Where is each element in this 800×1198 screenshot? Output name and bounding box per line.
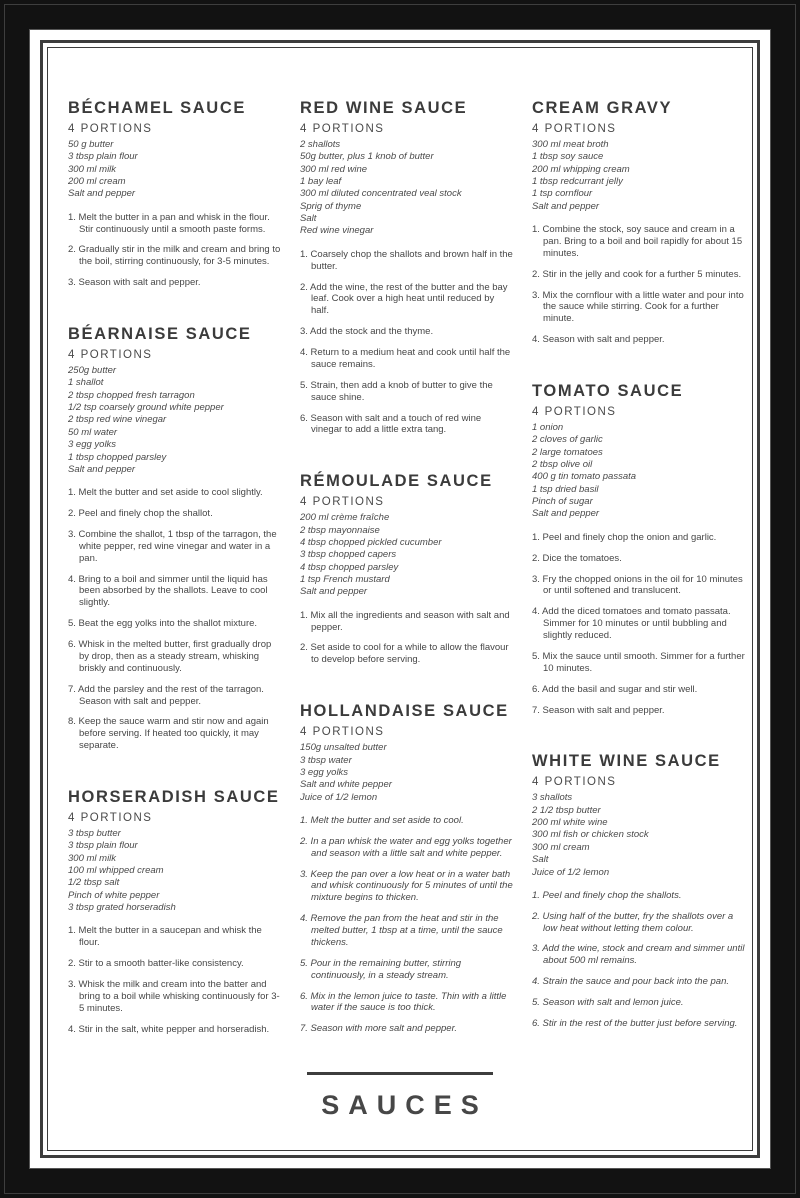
ingredient-line: Salt [532,854,549,866]
step-item: 3. Mix the cornflour with a little water and pour into the sauce while stirring. Cook for a further minute. [532,289,744,325]
ingredient-line: 3 tbsp plain flour [68,840,138,852]
step-item: 3. Whisk the milk and cream into the batter and bring to a boil while whisking continuously for 3-5 minutes. [68,979,280,1014]
ingredient-line: 3 tbsp plain flour [68,151,138,163]
ingredient-line: 3 tbsp chopped capers [300,549,397,561]
ingredient-line: 2 tbsp chopped fresh tarragon [68,389,195,401]
step-item: 3. Season with salt and pepper. [68,277,201,289]
ingredient-line: 1 tbsp chopped parsley [68,451,167,463]
recipe-card [68,99,282,289]
ingredient-line: 3 shallots [532,792,573,804]
ingredient-line: 50 ml water [68,426,118,438]
ingredient-line: Juice of 1/2 lemon [532,866,610,878]
portions-label: 4 PORTIONS [68,812,153,825]
step-item: 4. Season with salt and pepper. [532,334,665,346]
step-item: 4. Bring to a boil and simmer until the liquid has been absorbed by the shallots. Leave to cool slightly. [68,573,268,609]
step-item: 1. Peel and finely chop the shallots. [532,889,682,901]
poster-footer [0,1072,800,1121]
ingredient-line: 200 ml cream [68,176,126,188]
step-list [300,249,514,437]
ingredient-line: 4 tbsp chopped pickled cucumber [300,536,442,548]
step-list [68,212,282,289]
ingredient-list [68,828,282,914]
recipe-column-3 [532,99,746,1066]
step-item: 3. Combine the shallot, 1 tbsp of the tarragon, the white pepper, red wine vinegar and water in a pan. [68,528,277,564]
step-list [68,925,282,1035]
recipe-card [300,702,514,1035]
recipe-title: CREAM GRAVY [532,99,673,117]
step-item: 3. Fry the chopped onions in the oil for 10 minutes or until softened and translucent. [532,573,743,597]
ingredient-line: 1/2 tsp coarsely ground white pepper [68,402,224,414]
recipe-title: HORSERADISH SAUCE [68,788,280,807]
ingredient-line: 200 ml whipping cream [532,163,630,175]
ingredient-line: Sprig of thyme [300,200,362,212]
recipe-card [300,472,514,666]
ingredient-line: Salt and white pepper [300,779,392,791]
ingredient-line: 2 tbsp olive oil [532,459,593,471]
step-item: 4. Strain the sauce and pour back into the pan. [532,976,729,988]
step-item: 6. Add the basil and sugar and stir well. [532,683,698,695]
ingredient-line: 2 cloves of garlic [532,434,603,446]
step-item: 1. Melt the butter in a pan and whisk in the flour. Stir continuously until a smooth paste forms. [68,211,270,235]
step-item: 1. Mix all the ingredients and season with salt and pepper. [300,609,510,633]
portions-label: 4 PORTIONS [68,349,153,362]
ingredient-line: 300 ml meat broth [532,139,609,150]
step-list [532,224,746,346]
step-item: 5. Pour in the remaining butter, stirring continuously, in a steady stream. [300,957,462,981]
portions-label: 4 PORTIONS [532,123,617,135]
step-list [300,815,514,1035]
portions-label: 4 PORTIONS [300,496,385,509]
step-item: 7. Add the parsley and the rest of the tarragon. Season with salt and pepper. [68,683,264,707]
recipe-card [68,788,282,1036]
step-item: 2. Stir to a smooth batter-like consistency. [68,958,244,970]
ingredient-list [68,139,282,201]
ingredient-line: 300 ml milk [68,852,117,864]
ingredient-line: 2 large tomatoes [532,446,603,458]
recipe-title: TOMATO SAUCE [532,382,684,401]
recipe-card [532,99,746,346]
step-item: 2. Stir in the jelly and cook for a further 5 minutes. [532,268,742,280]
step-item: 5. Season with salt and lemon juice. [532,997,684,1009]
recipe-title: WHITE WINE SAUCE [532,752,721,771]
recipe-card [532,382,746,716]
ingredient-line: Pinch of white pepper [68,889,160,901]
step-item: 5. Strain, then add a knob of butter to give the sauce shine. [300,379,493,403]
ingredient-line: 3 egg yolks [300,766,349,778]
step-item: 6. Whisk in the melted butter, first gradually drop by drop, then as a steady stream, whisking briskly and continuously. [68,639,272,674]
ingredient-line: Salt and pepper [532,508,600,520]
step-item: 1. Melt the butter and set aside to cool. [300,814,464,826]
recipe-title: RÉMOULADE SAUCE [300,472,493,491]
ingredient-line: 150g unsalted butter [300,742,387,754]
ingredient-line: 3 egg yolks [68,439,117,451]
step-list [532,890,746,1030]
portions-label: 4 PORTIONS [532,406,617,419]
ingredient-line: 300 ml fish or chicken stock [532,829,649,841]
ingredient-line: 1 shallot [68,377,104,389]
recipe-column-2 [300,99,514,1071]
ingredient-list [532,139,746,213]
ingredient-list [532,792,746,878]
step-item: 6. Mix in the lemon juice to taste. Thin with a little water if the sauce is too thick. [300,990,507,1014]
step-item: 8. Keep the sauce warm and stir now and again before serving. If heated too quickly, it may separate. [68,716,269,752]
step-item: 1. Combine the stock, soy sauce and cream in a pan. Bring to a boil and boil rapidly for about 15 minutes. [532,224,743,259]
step-item: 4. Return to a medium heat and cook until half the sauce remains. [300,347,511,370]
ingredient-line: 300 ml cream [532,841,590,853]
step-list [532,532,746,717]
step-item: 2. In a pan whisk the water and egg yolks together and season with a little salt and white pepper. [300,835,512,859]
ingredient-line: Salt and pepper [68,188,136,200]
portions-label: 4 PORTIONS [68,123,153,135]
step-item: 6. Stir in the rest of the butter just before serving. [532,1017,738,1029]
step-item: 4. Remove the pan from the heat and stir in the melted butter, 1 tbsp at a time, until the sauce thickens. [300,913,503,948]
step-item: 3. Add the wine, stock and cream and simmer until about 500 ml remains. [532,943,745,967]
ingredient-line: Salt [300,213,317,225]
portions-label: 4 PORTIONS [532,776,617,789]
step-item: 1. Peel and finely chop the onion and garlic. [532,531,717,543]
recipe-card [300,99,514,436]
ingredient-line: 2 tbsp red wine vinegar [68,414,167,426]
recipe-card [68,325,282,752]
ingredient-line: Salt and pepper [300,586,368,598]
ingredient-list [300,139,514,238]
step-item: 5. Beat the egg yolks into the shallot mixture. [68,618,258,630]
step-item: 2. Set aside to cool for a while to allow the flavour to develop before serving. [300,642,509,666]
ingredient-line: Salt and pepper [68,463,136,475]
ingredient-line: 100 ml whipped cream [68,865,164,877]
recipe-title: BÉARNAISE SAUCE [68,325,252,344]
ingredient-line: 1 bay leaf [300,176,342,188]
step-item: 7. Season with salt and pepper. [532,704,665,716]
ingredient-line: 1 onion [532,422,564,434]
ingredient-line: 50g butter, plus 1 knob of butter [300,151,434,163]
recipe-card [532,752,746,1029]
ingredient-line: 3 tbsp water [300,754,352,766]
step-item: 5. Mix the sauce until smooth. Simmer for a further 10 minutes. [532,650,745,674]
ingredient-line: 300 ml milk [68,163,117,175]
step-item: 1. Melt the butter and set aside to cool slightly. [68,487,263,499]
ingredient-line: 1 tsp cornflour [532,188,593,200]
portions-label: 4 PORTIONS [300,726,385,739]
recipe-title: RED WINE SAUCE [300,99,468,117]
title-rule [307,1072,493,1075]
ingredient-list [300,512,514,598]
ingredient-line: 200 ml crème fraîche [300,512,390,524]
ingredient-list [300,742,514,804]
step-item: 7. Season with more salt and pepper. [300,1023,458,1035]
ingredient-line: Salt and pepper [532,200,600,212]
step-item: 4. Add the diced tomatoes and tomato passata. Simmer for 10 minutes or until bubbling and slightly reduced. [532,606,731,642]
step-item: 1. Coarsely chop the shallots and brown half in the butter. [300,248,513,272]
step-item: 3. Add the stock and the thyme. [300,326,434,338]
ingredient-line: 1 tbsp redcurrant jelly [532,176,623,188]
ingredient-line: 2 tbsp mayonnaise [300,524,380,536]
step-list [68,487,282,752]
ingredient-line: Pinch of sugar [532,496,593,508]
ingredient-line: 300 ml diluted concentrated veal stock [300,188,462,200]
ingredient-line: 4 tbsp chopped parsley [300,561,399,573]
ingredient-line: 1 tsp dried basil [532,483,599,495]
step-item: 6. Season with salt and a touch of red wine vinegar to add a little extra tang. [300,412,482,436]
step-list [300,610,514,667]
ingredient-line: Red wine vinegar [300,225,374,237]
ingredient-line: 1 tsp French mustard [300,573,390,585]
ingredient-line: Juice of 1/2 lemon [300,791,378,803]
ingredient-line: 1/2 tbsp salt [68,877,120,889]
step-item: 2. Dice the tomatoes. [532,552,622,564]
recipe-title: BÉCHAMEL SAUCE [68,99,246,117]
ingredient-line: 250g butter [68,365,117,377]
recipe-title: HOLLANDAISE SAUCE [300,702,509,721]
step-item: 2. Add the wine, the rest of the butter and the bay leaf. Cook over a high heat until reduced by half. [300,281,508,317]
ingredient-list [532,422,746,521]
ingredient-list [68,365,282,476]
ingredient-line: 50 g butter [68,139,114,150]
ingredient-line: 2 shallots [300,139,341,150]
ingredient-line: 3 tbsp grated horseradish [68,902,176,914]
step-item: 2. Using half of the butter, fry the shallots over a low heat without letting them colour. [532,910,734,934]
step-item: 1. Melt the butter in a saucepan and whisk the flour. [68,925,262,949]
ingredient-line: 2 1/2 tbsp butter [532,804,601,816]
poster-title: SAUCES [321,1090,488,1120]
ingredient-line: 1 tbsp soy sauce [532,151,604,163]
ingredient-line: 3 tbsp butter [68,828,121,840]
step-item: 2. Gradually stir in the milk and cream and bring to the boil, stirring continuously, for 3-5 minutes. [68,244,281,268]
step-item: 2. Peel and finely chop the shallot. [68,508,213,520]
ingredient-line: 200 ml white wine [532,817,608,829]
recipe-grid [68,99,746,1072]
step-item: 4. Stir in the salt, white pepper and horseradish. [68,1023,270,1035]
ingredient-line: 400 g tin tomato passata [532,471,637,483]
recipe-column-1 [68,99,282,1072]
step-item: 3. Keep the pan over a low heat or in a water bath and whisk continuously for 5 minutes of until the mixture begins to thicken. [300,868,513,904]
portions-label: 4 PORTIONS [300,123,385,135]
ingredient-line: 300 ml red wine [300,163,368,175]
